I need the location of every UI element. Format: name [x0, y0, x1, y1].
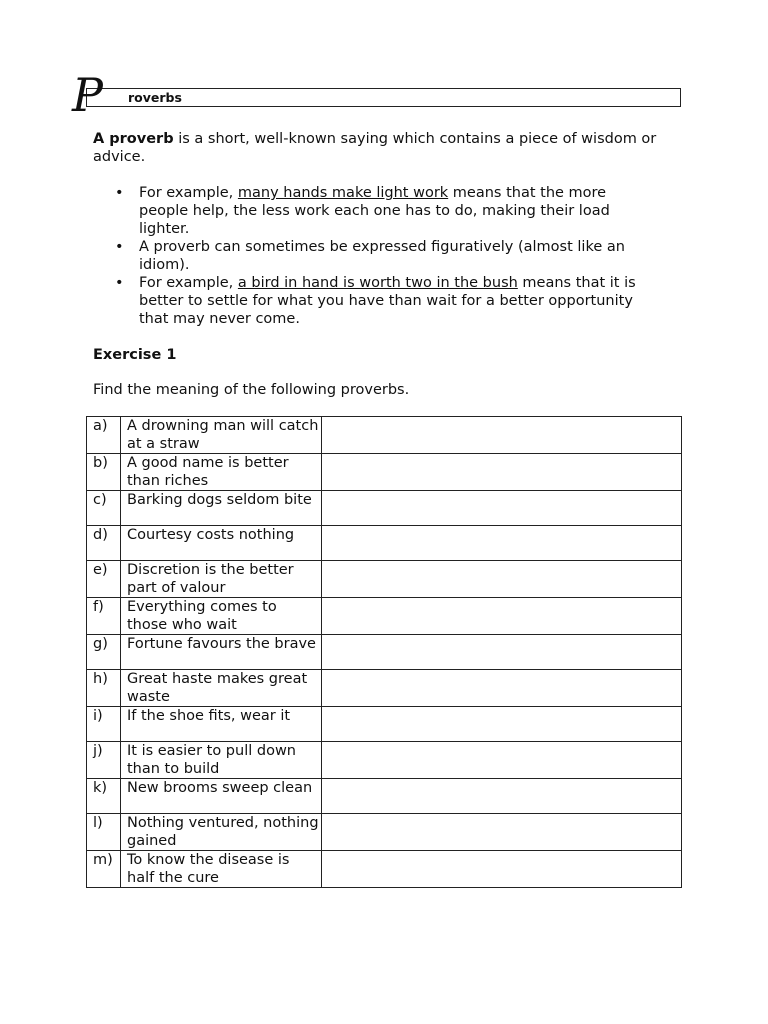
bullet-text-before: For example,: [139, 275, 238, 291]
bullet-list: [93, 184, 653, 328]
table-row: [87, 851, 682, 888]
table-row: [87, 454, 682, 491]
row-proverb: Everything comes to those who wait: [121, 598, 322, 635]
row-meaning-field[interactable]: [322, 561, 682, 598]
bullet-text-after: means that the more people help, the less work each one has to do, making their load lighter.: [139, 185, 610, 237]
bullet-text-after: means that it is better to settle for what you have than wait for a better opportunity that may never come.: [139, 275, 636, 327]
row-letter: k): [87, 779, 121, 814]
table-row: [87, 526, 682, 561]
table-row: [87, 417, 682, 454]
row-letter: j): [87, 742, 121, 779]
row-letter: b): [87, 454, 121, 491]
row-proverb: To know the disease is half the cure: [121, 851, 322, 888]
bullet-item: [93, 184, 653, 238]
bullet-item: [93, 274, 653, 328]
bullet-dot: •: [115, 275, 124, 291]
bullet-text-before: For example,: [139, 185, 238, 201]
row-proverb: Courtesy costs nothing: [121, 526, 322, 561]
row-letter: g): [87, 635, 121, 670]
row-meaning-field[interactable]: [322, 598, 682, 635]
row-letter: e): [87, 561, 121, 598]
row-meaning-field[interactable]: [322, 742, 682, 779]
row-meaning-field[interactable]: [322, 707, 682, 742]
table-row: [87, 814, 682, 851]
row-meaning-field[interactable]: [322, 814, 682, 851]
row-meaning-field[interactable]: [322, 526, 682, 561]
proverb-table: [86, 416, 682, 888]
bullet-example: many hands make light work: [237, 185, 449, 201]
table-row: [87, 707, 682, 742]
table-row: [87, 779, 682, 814]
table-row: [87, 635, 682, 670]
bullet-dot: •: [115, 239, 124, 255]
proverb-table-body: [87, 417, 682, 888]
row-letter: c): [87, 491, 121, 526]
row-proverb: It is easier to pull down than to build: [121, 742, 322, 779]
row-proverb: A good name is better than riches: [121, 454, 322, 491]
row-meaning-field[interactable]: [322, 779, 682, 814]
row-meaning-field[interactable]: [322, 670, 682, 707]
row-meaning-field[interactable]: [322, 635, 682, 670]
row-proverb: Barking dogs seldom bite: [121, 491, 322, 526]
row-proverb: New brooms sweep clean: [121, 779, 322, 814]
row-proverb: A drowning man will catch at a straw: [121, 417, 322, 454]
heading-text: roverbs: [128, 90, 182, 105]
exercise-title: Exercise 1: [93, 347, 177, 363]
row-meaning-field[interactable]: [322, 454, 682, 491]
bullet-dot: •: [115, 185, 124, 201]
row-letter: l): [87, 814, 121, 851]
row-proverb: Fortune favours the brave: [121, 635, 322, 670]
table-row: [87, 598, 682, 635]
heading-initial: P: [72, 68, 103, 122]
definition-term: A proverb: [93, 131, 174, 147]
row-letter: d): [87, 526, 121, 561]
row-proverb: Great haste makes great waste: [121, 670, 322, 707]
row-letter: i): [87, 707, 121, 742]
definition-text: is a short, well-known saying which contains a piece of wisdom or advice.: [93, 131, 657, 165]
table-row: [87, 561, 682, 598]
table-row: [87, 670, 682, 707]
row-letter: m): [87, 851, 121, 888]
row-proverb: Nothing ventured, nothing gained: [121, 814, 322, 851]
exercise-instruction: Find the meaning of the following proverbs.: [93, 382, 410, 398]
table-row: [87, 491, 682, 526]
row-letter: f): [87, 598, 121, 635]
row-meaning-field[interactable]: [322, 491, 682, 526]
row-proverb: Discretion is the better part of valour: [121, 561, 322, 598]
row-letter: a): [87, 417, 121, 454]
row-letter: h): [87, 670, 121, 707]
row-proverb: If the shoe fits, wear it: [121, 707, 322, 742]
definition-paragraph: [93, 130, 673, 166]
bullet-item: [93, 238, 653, 274]
row-meaning-field[interactable]: [322, 417, 682, 454]
bullet-example: a bird in hand is worth two in the bush: [237, 275, 518, 291]
table-row: [87, 742, 682, 779]
row-meaning-field[interactable]: [322, 851, 682, 888]
bullet-text-before: A proverb can sometimes be expressed figuratively (almost like an idiom).: [139, 239, 625, 273]
